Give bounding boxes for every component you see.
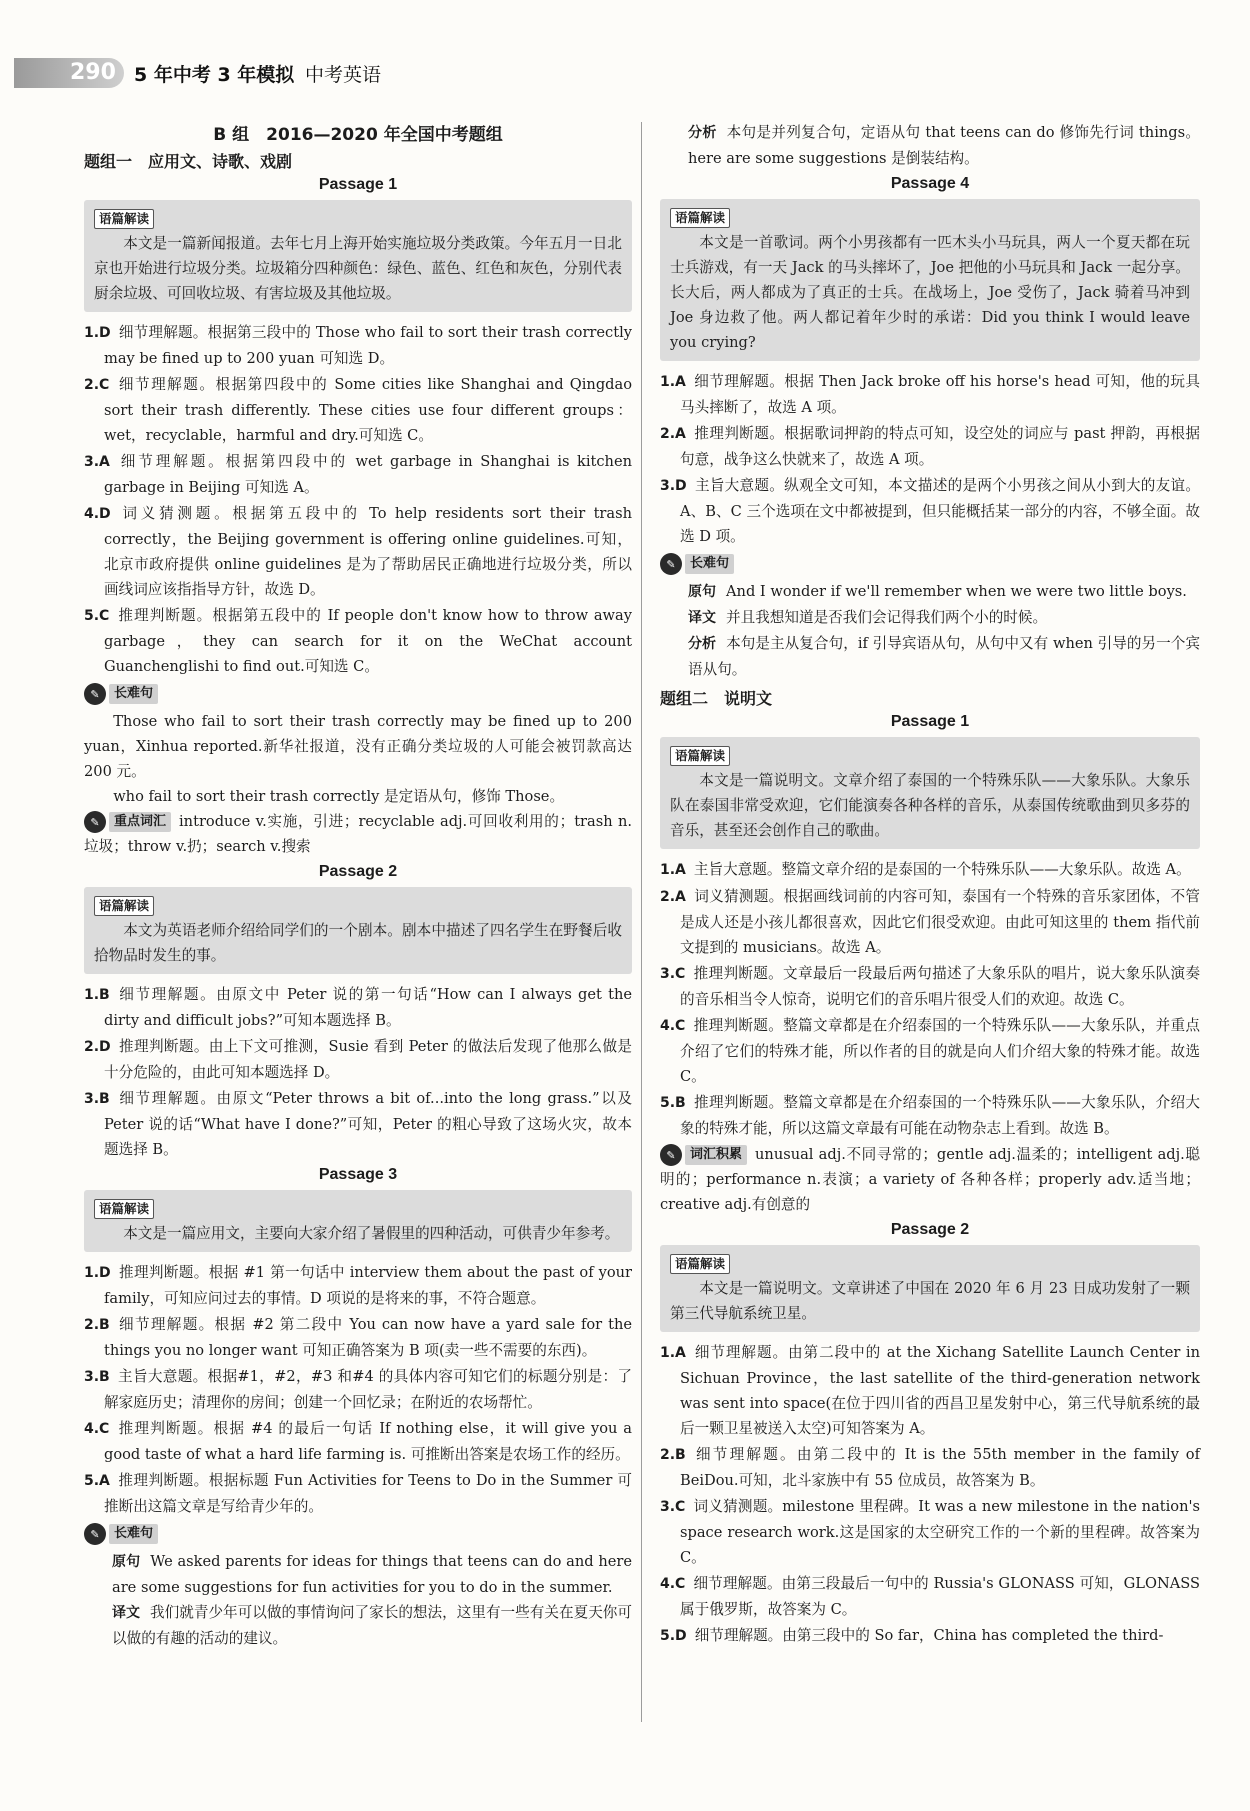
answer-key: 2.B <box>660 1447 686 1463</box>
answer-item <box>660 1340 1200 1441</box>
answer-item <box>84 1260 632 1311</box>
group-heading: B 组 2016—2020 年全国中考题组 <box>213 125 503 145</box>
answer-explanation: 词义猜测题。根据第五段中的 To help residents sort their trash correctly，the Beijing government is offering online guidelines.可知，北京市政府提供 online guidelines 是为了帮助居民正确地进行垃圾分类，所以画线词应该指指导方针，故选 D。 <box>104 505 632 598</box>
page-number: 290 <box>14 58 124 88</box>
passage-title: Passage 2 <box>318 863 398 880</box>
passage-title: Passage 4 <box>890 175 970 192</box>
passage-title: Passage 1 <box>318 176 398 193</box>
passage-title: Passage 1 <box>890 713 970 730</box>
tag-label: 词汇积累 <box>685 1145 747 1165</box>
summary-text: 本文是一首歌词。两个小男孩都有一匹木头小马玩具，两人一个夏天都在玩士兵游戏，有一天 Jack 的马头摔坏了，Joe 把他的小马玩具和 Jack 一起分享。长大后，两人都成为了真正的士兵。在战场上，Joe 受伤了，Jack 骑着马冲到 Joe 身边救了他。两人都记着年少时的承诺：Did you think I would leave you crying? <box>670 234 1190 351</box>
hard-sentence-text: Those who fail to sort their trash correctly may be fined up to 200 yuan，Xinhua reported.新华社报道，没有正确分类垃圾的人可能会被罚款高达 200 元。 <box>84 713 632 780</box>
answer-list <box>84 982 632 1162</box>
tag-label: 长难句 <box>109 684 158 704</box>
answer-explanation: 细节理解题。由第三段最后一句中的 Russia's GLONASS 可知，GLONASS 属于俄罗斯，故答案为 C。 <box>680 1575 1200 1618</box>
summary-tag: 语篇解读 <box>94 1199 154 1219</box>
hard-sentence-tag <box>660 553 1200 575</box>
analysis-text: 本句是并列复合句，定语从句 that teens can do 修饰先行词 things。here are some suggestions 是倒装结构。 <box>688 124 1201 167</box>
tag-label: 长难句 <box>685 554 734 574</box>
answer-item <box>84 1312 632 1363</box>
tag-label: 长难句 <box>109 1524 158 1544</box>
translation-label: 译文 <box>112 1605 141 1621</box>
answer-explanation: 词义猜测题。milestone 里程碑。It was a new milestone in the nation's space research work.这是国家的太空研究工作的一个新的里程碑。故答案为 C。 <box>680 1498 1200 1566</box>
section-heading: 题组二 说明文 <box>660 689 773 708</box>
summary-box <box>660 737 1200 849</box>
translation-text: 并且我想知道是否我们会记得我们两个小的时候。 <box>726 609 1048 626</box>
answer-key: 2.B <box>84 1317 110 1333</box>
answer-key: 3.D <box>660 478 687 494</box>
translation-label: 译文 <box>688 610 716 626</box>
answer-item <box>660 473 1200 549</box>
answer-explanation: 细节理解题。根据第三段中的 Those who fail to sort their trash correctly may be fined up to 200 yuan 可知选 D。 <box>104 324 632 367</box>
summary-box <box>84 200 632 312</box>
summary-box <box>660 199 1200 361</box>
original-label: 原句 <box>688 584 716 600</box>
answer-item <box>660 961 1200 1012</box>
answer-item <box>84 320 632 371</box>
answer-explanation: 推理判断题。根据 #1 第一句话中 interview them about the past of your family，可知应问过去的事情。D 项说的是将来的事，不符合题意。 <box>104 1264 632 1307</box>
answer-list <box>660 857 1200 1141</box>
analysis <box>660 631 1200 682</box>
summary-tag: 语篇解读 <box>670 1254 730 1274</box>
answer-key: 4.D <box>84 506 111 522</box>
magnifier-icon: ✎ <box>84 1523 106 1545</box>
answer-explanation: 推理判断题。根据 #4 的最后一句话 If nothing else，it will give you a good taste of what a hard life farming is. 可推断出答案是农场工作的经历。 <box>104 1420 632 1463</box>
answer-explanation: 细节理解题。根据 #2 第二段中 You can now have a yard sale for the things you no longer want 可知正确答案为 B 项(卖一些不需要的东西)。 <box>104 1316 632 1359</box>
answer-explanation: 细节理解题。根据 Then Jack broke off his horse's head 可知，他的玩具马头摔断了，故选 A 项。 <box>680 373 1200 416</box>
answer-key: 2.D <box>84 1039 111 1055</box>
answer-item <box>660 1013 1200 1089</box>
answer-item <box>84 1468 632 1519</box>
answer-item <box>660 421 1200 472</box>
magnifier-icon: ✎ <box>84 811 106 833</box>
answer-item <box>660 857 1200 883</box>
answer-item <box>660 369 1200 420</box>
hard-sentence-analysis: who fail to sort their trash correctly 是定语从句，修饰 Those。 <box>113 788 565 805</box>
magnifier-icon: ✎ <box>660 553 682 575</box>
answer-explanation: 细节理解题。由第二段中的 at the Xichang Satellite Launch Center in Sichuan Province，the last satellite of the third-generation network was sent into space(在位于四川省的西昌卫星发射中心，第三代导航系统的最后一颗卫星被送入太空)可知答案为 A。 <box>680 1344 1200 1437</box>
answer-item <box>84 449 632 500</box>
answer-key: 2.C <box>84 377 110 393</box>
analysis <box>660 120 1200 171</box>
answer-explanation: 推理判断题。根据标题 Fun Activities for Teens to Do in the Summer 可推断出这篇文章是写给青少年的。 <box>104 1472 632 1515</box>
translation <box>84 1600 632 1651</box>
summary-text: 本文为英语老师介绍给同学们的一个剧本。剧本中描述了四名学生在野餐后收拾物品时发生的事。 <box>94 922 622 964</box>
summary-tag: 语篇解读 <box>670 746 730 766</box>
answer-item <box>84 1416 632 1467</box>
answer-explanation: 主旨大意题。整篇文章介绍的是泰国的一个特殊乐队——大象乐队。故选 A。 <box>693 861 1191 878</box>
summary-tag: 语篇解读 <box>94 209 154 229</box>
original-label: 原句 <box>112 1554 141 1570</box>
answer-key: 2.A <box>660 889 686 905</box>
answer-key: 1.D <box>84 325 111 341</box>
answer-explanation: 推理判断题。文章最后一段最后两句描述了大象乐队的唱片，说大象乐队演奏的音乐相当令人惊奇，说明它们的音乐唱片很受人们的欢迎。故选 C。 <box>680 965 1200 1008</box>
analysis-label: 分析 <box>688 636 717 652</box>
answer-item <box>84 603 632 679</box>
translation-text: 我们就青少年可以做的事情询问了家长的想法，这里有一些有关在夏天你可以做的有趣的活动的建议。 <box>112 1604 632 1647</box>
translation <box>660 605 1200 631</box>
summary-box <box>84 887 632 974</box>
summary-text: 本文是一篇说明文。文章介绍了泰国的一个特殊乐队——大象乐队。大象乐队在泰国非常受欢迎，它们能演奏各种各样的音乐，从泰国传统歌曲到贝多芬的音乐，甚至还会创作自己的歌曲。 <box>670 772 1190 839</box>
answer-item <box>84 372 632 448</box>
book-subtitle: 中考英语 <box>305 64 382 86</box>
original-sentence <box>84 1549 632 1600</box>
book-title: 5 年中考 3 年模拟 <box>134 64 295 86</box>
tag-label: 重点词汇 <box>109 812 171 832</box>
answer-explanation: 主旨大意题。根据#1，#2，#3 和#4 的具体内容可知它们的标题分别是：了解家庭历史；清理你的房间；创建一个回忆录；在附近的农场帮忙。 <box>104 1368 632 1411</box>
answer-key: 5.A <box>84 1473 110 1489</box>
answer-key: 4.C <box>660 1576 686 1592</box>
answer-list <box>84 320 632 679</box>
answer-item <box>84 1364 632 1415</box>
answer-key: 3.A <box>84 454 110 470</box>
answer-explanation: 推理判断题。根据歌词押韵的特点可知，设空处的词应与 past 押韵，再根据句意，战争这么快就来了，故选 A 项。 <box>680 425 1200 468</box>
passage-title: Passage 3 <box>318 1166 398 1183</box>
answer-list <box>84 1260 632 1519</box>
original-sentence <box>660 579 1200 605</box>
summary-tag: 语篇解读 <box>94 896 154 916</box>
answer-item <box>84 501 632 602</box>
answer-key: 3.B <box>84 1369 110 1385</box>
answer-item <box>660 1442 1200 1493</box>
magnifier-icon: ✎ <box>660 1144 682 1166</box>
answer-explanation: 细节理解题。根据第四段中的 Some cities like Shanghai and Qingdao sort their trash differently. These cities use four different groups：wet，recyclable，harmful and dry.可知选 C。 <box>104 376 632 444</box>
passage-title: Passage 2 <box>890 1221 970 1238</box>
vocab-text: introduce v.实施，引进；recyclable adj.可回收利用的；trash n.垃圾；throw v.扔；search v.搜索 <box>84 813 632 855</box>
answer-key: 1.B <box>84 987 110 1003</box>
summary-box <box>660 1245 1200 1332</box>
answer-explanation: 推理判断题。根据第五段中的 If people don't know how to throw away garbage，they can search for it on the WeChat account Guanchenglishi to find out.可知选 C。 <box>104 607 632 675</box>
answer-explanation: 细节理解题。由第二段中的 It is the 55th member in the family of BeiDou.可知，北斗家族中有 55 位成员，故答案为 B。 <box>680 1446 1200 1489</box>
section-heading: 题组一 应用文、诗歌、戏剧 <box>84 152 293 171</box>
answer-explanation: 推理判断题。整篇文章都是在介绍泰国的一个特殊乐队——大象乐队，介绍大象的特殊才能，所以这篇文章最有可能在动物杂志上看到。故选 B。 <box>680 1094 1200 1137</box>
answer-item <box>660 1494 1200 1570</box>
vocab-row <box>84 809 632 859</box>
answer-item <box>84 1034 632 1085</box>
answer-explanation: 细节理解题。根据第四段中的 wet garbage in Shanghai is kitchen garbage in Beijing 可知选 A。 <box>104 453 632 496</box>
answer-explanation: 推理判断题。由上下文可推测，Susie 看到 Peter 的做法后发现了他那么做是十分危险的，由此可知本题选择 D。 <box>104 1038 632 1081</box>
right-column <box>660 120 1200 1650</box>
magnifier-icon: ✎ <box>84 683 106 705</box>
answer-key: 4.C <box>84 1421 110 1437</box>
answer-list <box>660 369 1200 549</box>
summary-text: 本文是一篇说明文。文章讲述了中国在 2020 年 6 月 23 日成功发射了一颗第三代导航系统卫星。 <box>670 1280 1190 1322</box>
answer-explanation: 细节理解题。由原文“Peter throws a bit of...into the long grass.”以及 Peter 说的话“What have I done?”可知，Peter 的粗心导致了这场火灾，故本题选择 B。 <box>104 1090 632 1158</box>
answer-key: 1.A <box>660 1345 686 1361</box>
answer-key: 5.C <box>84 608 110 624</box>
hard-sentence-tag <box>84 683 632 705</box>
original-text: We asked parents for ideas for things that teens can do and here are some suggestions for fun activities for you to do in the summer. <box>112 1553 632 1596</box>
answer-item <box>84 1086 632 1162</box>
answer-key: 5.D <box>660 1628 687 1644</box>
answer-key: 1.A <box>660 862 686 878</box>
answer-item <box>660 1090 1200 1141</box>
answer-explanation: 词义猜测题。根据画线词前的内容可知，泰国有一个特殊的音乐家团体，不管是成人还是小孩儿都很喜欢，因此它们很受欢迎。由此可知这里的 them 指代前文提到的 musicians。故选 A。 <box>680 888 1200 956</box>
answer-list <box>660 1340 1200 1649</box>
answer-key: 2.A <box>660 426 686 442</box>
analysis-label: 分析 <box>688 125 717 141</box>
hard-sentence-tag <box>84 1523 632 1545</box>
vocab-row <box>660 1142 1200 1217</box>
answer-key: 1.D <box>84 1265 111 1281</box>
answer-explanation: 细节理解题。由原文中 Peter 说的第一句话“How can I always get the dirty and difficult jobs?”可知本题选择 B。 <box>104 986 632 1029</box>
answer-explanation: 细节理解题。由第三段中的 So far，China has completed the third- <box>694 1627 1164 1644</box>
answer-key: 1.A <box>660 374 686 390</box>
analysis-text: 本句是主从复合句，if 引导宾语从句，从句中又有 when 引导的另一个宾语从句。 <box>688 635 1200 678</box>
answer-key: 4.C <box>660 1018 686 1034</box>
answer-item <box>660 1571 1200 1622</box>
answer-key: 3.C <box>660 966 686 982</box>
answer-key: 3.C <box>660 1499 686 1515</box>
vocab-tag <box>84 811 171 833</box>
original-text: And I wonder if we'll remember when we were two little boys. <box>726 583 1187 600</box>
summary-text: 本文是一篇新闻报道。去年七月上海开始实施垃圾分类政策。今年五月一日北京也开始进行垃圾分类。垃圾箱分四种颜色：绿色、蓝色、红色和灰色，分别代表厨余垃圾、可回收垃圾、有害垃圾及其他垃圾。 <box>94 235 622 302</box>
answer-item <box>660 884 1200 960</box>
left-column <box>84 120 632 1651</box>
vocab-text: unusual adj.不同寻常的；gentle adj.温柔的；intelligent adj.聪明的；performance n.表演；a variety of 各种各样；properly adv.适当地；creative adj.有创意的 <box>660 1146 1200 1213</box>
answer-key: 5.B <box>660 1095 686 1111</box>
summary-text: 本文是一篇应用文，主要向大家介绍了暑假里的四种活动，可供青少年参考。 <box>123 1225 620 1242</box>
answer-explanation: 推理判断题。整篇文章都是在介绍泰国的一个特殊乐队——大象乐队，并重点介绍了它们的特殊才能，所以作者的目的就是向人们介绍大象的特殊才能。故选 C。 <box>680 1017 1200 1085</box>
answer-item <box>84 982 632 1033</box>
summary-tag: 语篇解读 <box>670 208 730 228</box>
summary-box <box>84 1190 632 1252</box>
column-divider <box>641 122 642 1722</box>
vocab-tag <box>660 1144 747 1166</box>
answer-explanation: 主旨大意题。纵观全文可知，本文描述的是两个小男孩之间从小到大的友谊。A、B、C 三个选项在文中都被提到，但只能概括某一部分的内容，不够全面。故选 D 项。 <box>680 477 1200 545</box>
answer-item <box>660 1623 1200 1649</box>
answer-key: 3.B <box>84 1091 110 1107</box>
